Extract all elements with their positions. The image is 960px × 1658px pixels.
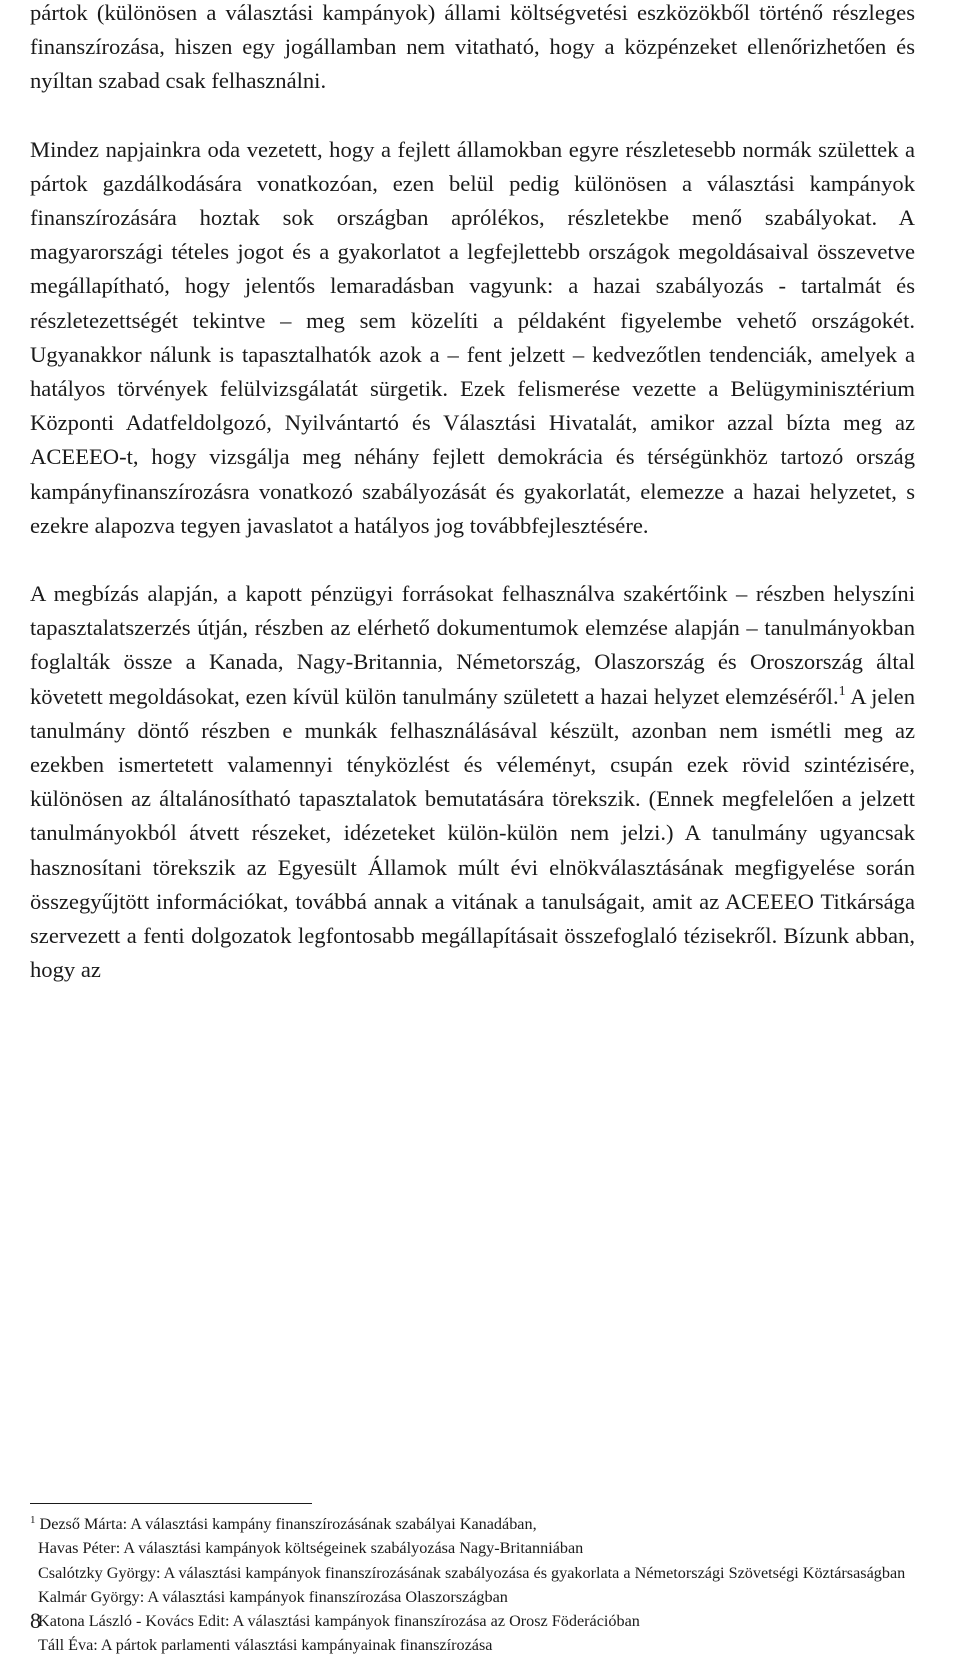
footnote-number: 1	[30, 1514, 36, 1526]
paragraph-3-text-end: A jelen tanulmány döntő részben e munkák felhasználásával készült, azonban nem ismétli meg az ezekben ismertetett valamennyi tényközlést és véleményt, csupán ezek rövid szintézisére, különösen az általánosítható tapasztalatok bemutatására törekszik. (Ennek megfelelően a jelzett tanulmányokból átvett részeket, idézeteket külön-külön nem jelzi.) A tanulmány ugyancsak hasznosítani törekszik az Egyesült Államok múlt évi elnökválasztásának megfigyelése során összegyűjtött információkat, továbbá annak a vitának a tanulságait, amit az ACEEEO Titkársága szervezett a fenti dolgozatok legfontosabb megállapításait összefoglaló tézisekről. Bízunk abban, hogy az	[30, 683, 915, 983]
paragraph-3	[30, 577, 915, 987]
footnote-entry: Táll Éva: A pártok parlamenti választási kampányainak finanszírozása	[38, 1636, 493, 1655]
footnote-entry: Havas Péter: A választási kampányok költségeinek szabályozása Nagy-Britanniában	[38, 1539, 584, 1558]
footnote-separator	[30, 1503, 312, 1504]
footnote-entry: Katona László - Kovács Edit: A választási kampányok finanszírozása az Orosz Föderációban	[38, 1612, 640, 1631]
footnote-text: Dezső Márta: A választási kampány finanszírozásának szabályai Kanadában,	[39, 1515, 537, 1533]
footnote-entry: Csalótzky György: A választási kampányok finanszírozásának szabályozása és gyakorlata a Németországi Szövetségi Köztársaságban	[38, 1563, 906, 1582]
paragraph-3-text-start: A megbízás alapján, a kapott pénzügyi forrásokat felhasználva szakértőink – részben helyszíni tapasztalatszerzés útján, részben az elérhető dokumentumok elemzése alapján – tanulmányokban foglalták össze a Kanada, Nagy-Britannia, Németország, Olaszország és Oroszország által követett megoldásokat, ezen kívül külön tanulmány született a hazai helyzet elemzéséről.	[30, 581, 915, 709]
footnote-entry	[30, 1512, 915, 1536]
document-body	[30, 0, 915, 987]
footnotes	[30, 1512, 915, 1658]
paragraph-1: pártok (különösen a választási kampányok) állami költségvetési eszközökből történő részleges finanszírozása, hiszen egy jogállamban nem vitatható, hogy a közpénzeket ellenőrizhetően és nyíltan szabad csak felhasználni.	[30, 0, 915, 94]
paragraph-2: Mindez napjainkra oda vezetett, hogy a fejlett államokban egyre részletesebb normák születtek a pártok gazdálkodására vonatkozóan, ezen belül pedig különösen a választási kampányok finanszírozására hoztak sok országban aprólékos, részletekbe menő szabályokat. A magyarországi tételes jogot és a gyakorlatot a legfejlettebb országok megoldásaival összevetve megállapítható, hogy jelentős lemaradásban vagyunk: a hazai szabályozás - tartalmát és részletezettségét tekintve – meg sem közelíti a példaként figyelembe vehető országokét. Ugyanakkor nálunk is tapasztalhatók azok a – fent jelzett – kedvezőtlen tendenciák, amelyek a hatályos törvények felülvizsgálatát sürgetik. Ezek felismerése vezette a Belügyminisztérium Központi Adatfeldolgozó, Nyilvántartó és Választási Hivatalát, amikor azzal bízta meg az ACEEEO-t, hogy vizsgálja meg néhány fejlett demokrácia és térségünkhöz tartozó ország kampányfinanszírozásra vonatkozó szabályozását és gyakorlatát, elemezze a hazai helyzetet, s ezekre alapozva tegyen javaslatot a hatályos jog továbbfejlesztésére.	[30, 136, 915, 538]
page-number: 8	[30, 1608, 41, 1633]
footnote-reference[interactable]: 1	[838, 683, 846, 699]
footnote-entry: Kalmár György: A választási kampányok finanszírozása Olaszországban	[38, 1587, 508, 1606]
